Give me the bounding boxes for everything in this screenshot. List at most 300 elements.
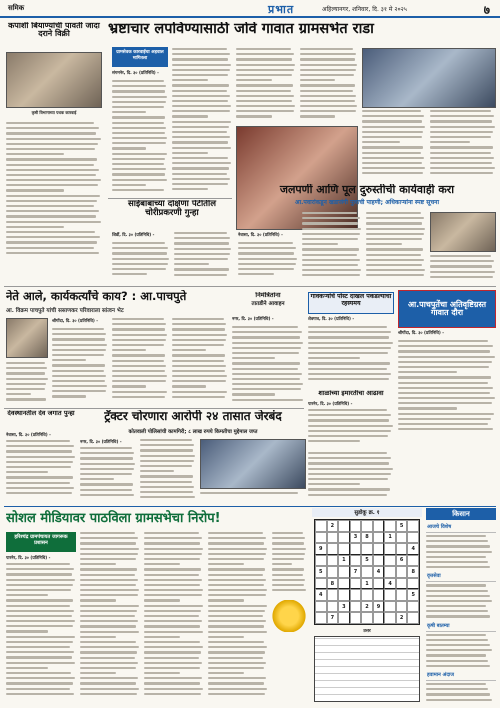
body-text-line bbox=[308, 468, 393, 470]
body-text-line bbox=[308, 452, 387, 454]
body-text-line bbox=[174, 258, 228, 260]
sudoku-cell[interactable] bbox=[384, 555, 396, 567]
body-text-line bbox=[112, 349, 146, 351]
story-onion-caption: कृषी विभागाच्या पथक कारवाई bbox=[31, 110, 77, 115]
sudoku-cell[interactable]: 7 bbox=[350, 566, 362, 578]
sudoku-cell[interactable]: 4 bbox=[315, 589, 327, 601]
divider bbox=[4, 286, 496, 287]
sudoku-cell[interactable]: 7 bbox=[327, 612, 339, 624]
body-text-line bbox=[6, 461, 73, 463]
sudoku-cell[interactable] bbox=[350, 555, 362, 567]
sudoku-cell[interactable]: 8 bbox=[407, 566, 419, 578]
body-text-line bbox=[232, 336, 300, 338]
body-text-line bbox=[426, 649, 492, 651]
body-text-line bbox=[208, 563, 244, 565]
sudoku-cell[interactable] bbox=[407, 601, 419, 613]
body-text-line bbox=[236, 74, 292, 76]
story-schools-body bbox=[308, 409, 394, 449]
body-text-line bbox=[208, 646, 267, 648]
story-workers-body-col3 bbox=[172, 318, 228, 404]
sudoku-cell[interactable] bbox=[373, 532, 385, 544]
sudoku-cell[interactable] bbox=[361, 566, 373, 578]
body-text-line bbox=[112, 242, 165, 244]
body-text-line bbox=[398, 397, 495, 399]
body-text-line bbox=[6, 378, 48, 380]
body-text-line bbox=[300, 53, 356, 55]
body-text-line bbox=[232, 357, 275, 359]
sudoku-cell[interactable]: 5 bbox=[396, 520, 408, 532]
body-text-line bbox=[174, 268, 229, 270]
story-potholes-headline: गावकऱ्यांचे पोस्ट दाखल पकडल्याचा रहस्यमय bbox=[310, 293, 392, 307]
body-text-line bbox=[6, 362, 45, 364]
body-text-line bbox=[308, 435, 388, 437]
sudoku-cell[interactable] bbox=[338, 612, 350, 624]
body-text-line bbox=[272, 574, 303, 576]
story-main-body-col3 bbox=[236, 48, 296, 123]
body-text-line bbox=[80, 473, 132, 475]
body-text-line bbox=[172, 147, 231, 149]
body-text-line bbox=[80, 579, 138, 581]
sudoku-cell[interactable] bbox=[350, 543, 362, 555]
body-text-line bbox=[426, 600, 492, 602]
body-text-line bbox=[172, 183, 228, 185]
story-social-body-col5 bbox=[272, 532, 306, 596]
body-text-line bbox=[366, 233, 424, 235]
body-text-line bbox=[426, 634, 486, 636]
body-text-line bbox=[80, 657, 135, 659]
story-pachpute-body bbox=[398, 340, 496, 436]
sudoku-cell[interactable] bbox=[384, 589, 396, 601]
body-text-line bbox=[236, 110, 294, 112]
body-text-line bbox=[6, 584, 73, 586]
body-text-line bbox=[52, 354, 104, 356]
body-text-line bbox=[302, 238, 358, 240]
sudoku-cell[interactable] bbox=[361, 520, 373, 532]
sudoku-cell[interactable] bbox=[396, 601, 408, 613]
body-text-line bbox=[6, 636, 75, 638]
body-text-line bbox=[208, 620, 266, 622]
sudoku-cell[interactable]: 5 bbox=[315, 566, 327, 578]
story-water-body-col4 bbox=[430, 255, 496, 282]
sudoku-cell[interactable]: 5 bbox=[361, 555, 373, 567]
body-text-line bbox=[430, 167, 495, 169]
body-text-line bbox=[80, 605, 139, 607]
story-tractor-body-col2 bbox=[140, 439, 196, 502]
body-text-line bbox=[208, 667, 264, 669]
body-text-line bbox=[430, 136, 491, 138]
body-text-line bbox=[172, 105, 231, 107]
body-text-line bbox=[80, 532, 135, 534]
body-text-line bbox=[52, 395, 86, 397]
story-social-body-col3 bbox=[144, 532, 204, 703]
sudoku-cell[interactable] bbox=[338, 520, 350, 532]
body-text-line bbox=[6, 138, 101, 140]
body-text-line bbox=[80, 558, 136, 560]
body-text-line bbox=[80, 667, 136, 669]
sudoku-cell[interactable] bbox=[338, 566, 350, 578]
body-text-line bbox=[208, 672, 244, 674]
sudoku-cell[interactable] bbox=[384, 612, 396, 624]
story-water-byline: नेवासा, दि. ३० (प्रतिनिधि) - bbox=[238, 232, 283, 237]
body-text-line bbox=[366, 212, 421, 214]
body-text-line bbox=[208, 693, 265, 695]
body-text-line bbox=[300, 48, 353, 50]
divider bbox=[4, 506, 496, 507]
sidebar-list bbox=[426, 522, 496, 703]
body-text-line bbox=[208, 532, 263, 534]
story-notice-byline: नगर, दि. ३० (प्रतिनिधि) - bbox=[232, 316, 274, 321]
body-text-line bbox=[172, 365, 226, 367]
body-text-line bbox=[430, 152, 491, 154]
sudoku-cell[interactable] bbox=[327, 566, 339, 578]
body-text-line bbox=[80, 542, 136, 544]
body-text-line bbox=[172, 126, 229, 128]
sudoku-cell[interactable] bbox=[373, 555, 385, 567]
body-text-line bbox=[140, 455, 195, 457]
sidebar-item[interactable]: हवामान अंदाज bbox=[426, 670, 496, 681]
sudoku-cell[interactable] bbox=[373, 589, 385, 601]
body-text-line bbox=[144, 610, 201, 612]
body-text-line bbox=[112, 252, 167, 254]
body-text-line bbox=[208, 677, 266, 679]
body-text-line bbox=[6, 148, 95, 150]
body-text-line bbox=[308, 357, 360, 359]
body-text-line bbox=[308, 440, 360, 442]
sudoku-cell[interactable] bbox=[350, 578, 362, 590]
sudoku-cell[interactable]: 2 bbox=[361, 601, 373, 613]
sudoku-cell[interactable]: 1 bbox=[338, 555, 350, 567]
body-text-line bbox=[144, 657, 199, 659]
sudoku-cell[interactable] bbox=[315, 578, 327, 590]
body-text-line bbox=[52, 359, 86, 361]
body-text-line bbox=[272, 558, 304, 560]
sudoku-cell[interactable]: 1 bbox=[361, 578, 373, 590]
body-text-line bbox=[238, 247, 296, 249]
body-text-line bbox=[362, 131, 423, 133]
sudoku-cell[interactable]: 8 bbox=[361, 532, 373, 544]
story-pachpute-headline: आ.पाचपुतेंचा अतिवृष्टिग्रस्त गावात दौरा bbox=[407, 299, 487, 317]
body-text-line bbox=[300, 74, 354, 76]
body-text-line bbox=[144, 672, 180, 674]
body-text-line bbox=[172, 90, 227, 92]
story-devasthan-headline-box bbox=[6, 410, 76, 430]
body-text-line bbox=[236, 105, 295, 107]
body-text-line bbox=[52, 380, 105, 382]
sudoku-cell[interactable] bbox=[361, 543, 373, 555]
sudoku-cell[interactable] bbox=[373, 578, 385, 590]
body-text-line bbox=[366, 222, 422, 224]
sudoku-cell[interactable] bbox=[396, 589, 408, 601]
sudoku-cell[interactable] bbox=[396, 578, 408, 590]
sudoku-cell[interactable] bbox=[361, 589, 373, 601]
body-text-line bbox=[308, 419, 389, 421]
body-text-line bbox=[398, 402, 492, 404]
body-text-line bbox=[366, 254, 421, 256]
body-text-line bbox=[6, 594, 48, 596]
body-text-line bbox=[6, 630, 48, 632]
body-text-line bbox=[80, 636, 116, 638]
sudoku-cell[interactable]: 2 bbox=[327, 520, 339, 532]
body-text-line bbox=[6, 476, 73, 478]
body-text-line bbox=[430, 131, 493, 133]
sudoku-cell[interactable] bbox=[373, 612, 385, 624]
body-text-line bbox=[6, 620, 75, 622]
sudoku-cell[interactable] bbox=[350, 589, 362, 601]
body-text-line bbox=[366, 269, 425, 271]
body-text-line bbox=[112, 85, 166, 87]
body-text-line bbox=[6, 492, 72, 494]
body-text-line bbox=[426, 535, 486, 537]
sudoku-cell[interactable] bbox=[407, 532, 419, 544]
body-text-line bbox=[112, 318, 164, 320]
sudoku-cell[interactable] bbox=[350, 520, 362, 532]
body-text-line bbox=[362, 167, 425, 169]
body-text-line bbox=[308, 347, 391, 349]
sudoku-cell[interactable] bbox=[315, 532, 327, 544]
body-text-line bbox=[112, 142, 166, 144]
story-water-body-col1 bbox=[238, 242, 298, 282]
body-text-line bbox=[6, 471, 48, 473]
sidebar-item[interactable]: आजचे विशेष bbox=[426, 522, 496, 533]
body-text-line bbox=[236, 58, 292, 60]
sudoku-cell[interactable] bbox=[338, 578, 350, 590]
sudoku-cell[interactable] bbox=[315, 555, 327, 567]
sudoku-cell[interactable] bbox=[396, 543, 408, 555]
body-text-line bbox=[144, 677, 202, 679]
sudoku-cell[interactable] bbox=[384, 601, 396, 613]
story-social-headline-box bbox=[6, 510, 306, 528]
sudoku-cell[interactable] bbox=[315, 612, 327, 624]
sudoku-cell[interactable] bbox=[396, 566, 408, 578]
sudoku-cell[interactable] bbox=[384, 543, 396, 555]
body-text-line bbox=[6, 487, 74, 489]
body-text-line bbox=[80, 457, 133, 459]
body-text-line bbox=[172, 167, 229, 169]
body-text-line bbox=[112, 375, 167, 377]
body-text-line bbox=[302, 274, 360, 276]
body-text-line bbox=[272, 568, 304, 570]
sudoku-cell[interactable] bbox=[350, 601, 362, 613]
body-text-line bbox=[6, 450, 72, 452]
sudoku-cell[interactable] bbox=[350, 612, 362, 624]
body-text-line bbox=[302, 233, 360, 235]
body-text-line bbox=[430, 265, 492, 267]
body-text-line bbox=[272, 563, 292, 565]
body-text-line bbox=[300, 58, 355, 60]
sudoku-cell[interactable]: 9 bbox=[373, 601, 385, 613]
sudoku-cell[interactable] bbox=[338, 532, 350, 544]
body-text-line bbox=[308, 430, 391, 432]
body-text-line bbox=[144, 615, 199, 617]
body-text-line bbox=[112, 127, 166, 129]
sudoku-cell[interactable]: 6 bbox=[396, 555, 408, 567]
dateline: अहिल्यानगर, शनिवार, दि. ३१ मे २०२५ bbox=[322, 6, 407, 13]
body-text-line bbox=[6, 599, 73, 601]
body-text-line bbox=[426, 551, 492, 553]
sudoku-cell[interactable] bbox=[384, 520, 396, 532]
body-text-line bbox=[302, 259, 360, 261]
sudoku-cell[interactable] bbox=[384, 566, 396, 578]
body-text-line bbox=[140, 481, 192, 483]
body-text-line bbox=[398, 387, 493, 389]
sudoku-cell[interactable] bbox=[338, 543, 350, 555]
sudoku-cell[interactable] bbox=[327, 543, 339, 555]
body-text-line bbox=[272, 542, 304, 544]
sudoku-answer-title: उत्तर bbox=[363, 629, 371, 634]
sudoku-cell[interactable] bbox=[373, 543, 385, 555]
body-text-line bbox=[112, 360, 164, 362]
body-text-line bbox=[80, 610, 137, 612]
sudoku-cell[interactable] bbox=[407, 578, 419, 590]
body-text-line bbox=[366, 259, 424, 261]
body-text-line bbox=[112, 90, 165, 92]
body-text-line bbox=[208, 599, 244, 601]
body-text-line bbox=[140, 460, 194, 462]
sudoku-cell[interactable] bbox=[327, 601, 339, 613]
sudoku-cell[interactable]: 5 bbox=[407, 589, 419, 601]
body-text-line bbox=[398, 382, 488, 384]
story-social-body-col4 bbox=[208, 532, 268, 703]
story-social-body-col1 bbox=[6, 563, 76, 703]
sudoku-cell[interactable]: 4 bbox=[373, 566, 385, 578]
story-thief-body-col2 bbox=[174, 232, 232, 280]
body-text-line bbox=[172, 339, 226, 341]
body-text-line bbox=[426, 639, 488, 641]
sudoku-cell[interactable] bbox=[407, 555, 419, 567]
body-text-line bbox=[6, 226, 64, 228]
sudoku-cell[interactable]: 1 bbox=[384, 532, 396, 544]
body-text-line bbox=[366, 217, 424, 219]
body-text-line bbox=[112, 354, 165, 356]
body-text-line bbox=[6, 122, 94, 124]
body-text-line bbox=[172, 370, 225, 372]
sudoku-grid[interactable] bbox=[314, 519, 420, 625]
body-text-line bbox=[80, 483, 133, 485]
sudoku-cell[interactable]: 3 bbox=[338, 601, 350, 613]
body-text-line bbox=[172, 375, 227, 377]
body-text-line bbox=[144, 579, 202, 581]
body-text-line bbox=[112, 111, 146, 113]
body-text-line bbox=[144, 568, 201, 570]
body-text-line bbox=[6, 573, 72, 575]
body-text-line bbox=[366, 243, 402, 245]
body-text-line bbox=[300, 100, 355, 102]
body-text-line bbox=[174, 242, 229, 244]
body-text-line bbox=[238, 273, 274, 275]
sudoku-cell[interactable]: 9 bbox=[315, 543, 327, 555]
sudoku-cell[interactable] bbox=[407, 520, 419, 532]
body-text-line bbox=[208, 584, 264, 586]
body-text-line bbox=[80, 693, 137, 695]
body-text-line bbox=[232, 383, 303, 385]
body-text-line bbox=[6, 153, 64, 155]
body-text-line bbox=[80, 631, 139, 633]
body-text-line bbox=[308, 478, 388, 480]
sidebar-item[interactable]: वृत्तसेवा bbox=[426, 571, 496, 582]
body-text-line bbox=[144, 631, 203, 633]
sidebar-item[interactable]: कृषी बातम्या bbox=[426, 621, 496, 632]
body-text-line bbox=[300, 110, 356, 112]
sudoku-cell[interactable] bbox=[361, 612, 373, 624]
body-text-line bbox=[6, 466, 71, 468]
body-text-line bbox=[6, 568, 74, 570]
body-text-line bbox=[80, 553, 138, 555]
sudoku-cell[interactable]: 2 bbox=[396, 612, 408, 624]
body-text-line bbox=[80, 672, 116, 674]
body-text-line bbox=[172, 396, 225, 398]
sudoku-cell[interactable] bbox=[327, 589, 339, 601]
body-text-line bbox=[426, 540, 488, 542]
body-text-line bbox=[308, 373, 391, 375]
body-text-line bbox=[208, 542, 264, 544]
story-notice-headline: निमंत्रितांना bbox=[255, 292, 281, 299]
body-text-line bbox=[430, 260, 494, 262]
body-text-line bbox=[6, 482, 70, 484]
body-text-line bbox=[80, 489, 132, 491]
body-text-line bbox=[172, 58, 228, 60]
body-text-line bbox=[208, 631, 267, 633]
body-text-line bbox=[362, 141, 400, 143]
body-text-line bbox=[302, 222, 358, 224]
sudoku-cell[interactable] bbox=[373, 520, 385, 532]
sudoku-cell[interactable] bbox=[327, 532, 339, 544]
divider bbox=[108, 198, 232, 199]
sudoku-cell[interactable] bbox=[327, 555, 339, 567]
body-text-line bbox=[80, 537, 138, 539]
body-text-line bbox=[6, 388, 45, 390]
sudoku-cell[interactable]: 3 bbox=[350, 532, 362, 544]
story-workers-body-col1 bbox=[52, 328, 108, 404]
body-text-line bbox=[112, 258, 169, 260]
sudoku-cell[interactable]: 4 bbox=[384, 578, 396, 590]
body-text-line bbox=[112, 365, 166, 367]
body-text-line bbox=[398, 423, 488, 425]
story-main-body-col6 bbox=[430, 110, 496, 180]
body-text-line bbox=[112, 370, 165, 372]
sudoku-cell[interactable] bbox=[407, 612, 419, 624]
body-text-line bbox=[308, 331, 391, 333]
body-text-line bbox=[80, 651, 137, 653]
body-text-line bbox=[232, 342, 303, 344]
body-text-line bbox=[144, 636, 180, 638]
body-text-line bbox=[398, 366, 489, 368]
sudoku-cell[interactable] bbox=[396, 532, 408, 544]
body-text-line bbox=[112, 396, 165, 398]
body-text-line bbox=[6, 615, 72, 617]
body-text-line bbox=[208, 636, 244, 638]
body-text-line bbox=[80, 641, 136, 643]
body-text-line bbox=[6, 184, 98, 186]
body-text-line bbox=[238, 242, 293, 244]
sudoku-cell[interactable] bbox=[315, 601, 327, 613]
sudoku-cell[interactable]: 8 bbox=[327, 578, 339, 590]
sudoku-cell[interactable] bbox=[338, 589, 350, 601]
sudoku-cell[interactable] bbox=[315, 520, 327, 532]
body-text-line bbox=[208, 651, 265, 653]
body-text-line bbox=[398, 371, 457, 373]
body-text-line bbox=[6, 605, 70, 607]
body-text-line bbox=[6, 672, 71, 674]
body-text-line bbox=[140, 486, 194, 488]
body-text-line bbox=[6, 398, 46, 400]
body-text-line bbox=[52, 344, 107, 346]
body-text-line bbox=[6, 247, 94, 249]
sudoku-cell[interactable]: 4 bbox=[407, 543, 419, 555]
body-text-line bbox=[52, 338, 105, 340]
body-text-line bbox=[6, 236, 100, 238]
body-text-line bbox=[238, 263, 296, 265]
body-text-line bbox=[6, 205, 94, 207]
